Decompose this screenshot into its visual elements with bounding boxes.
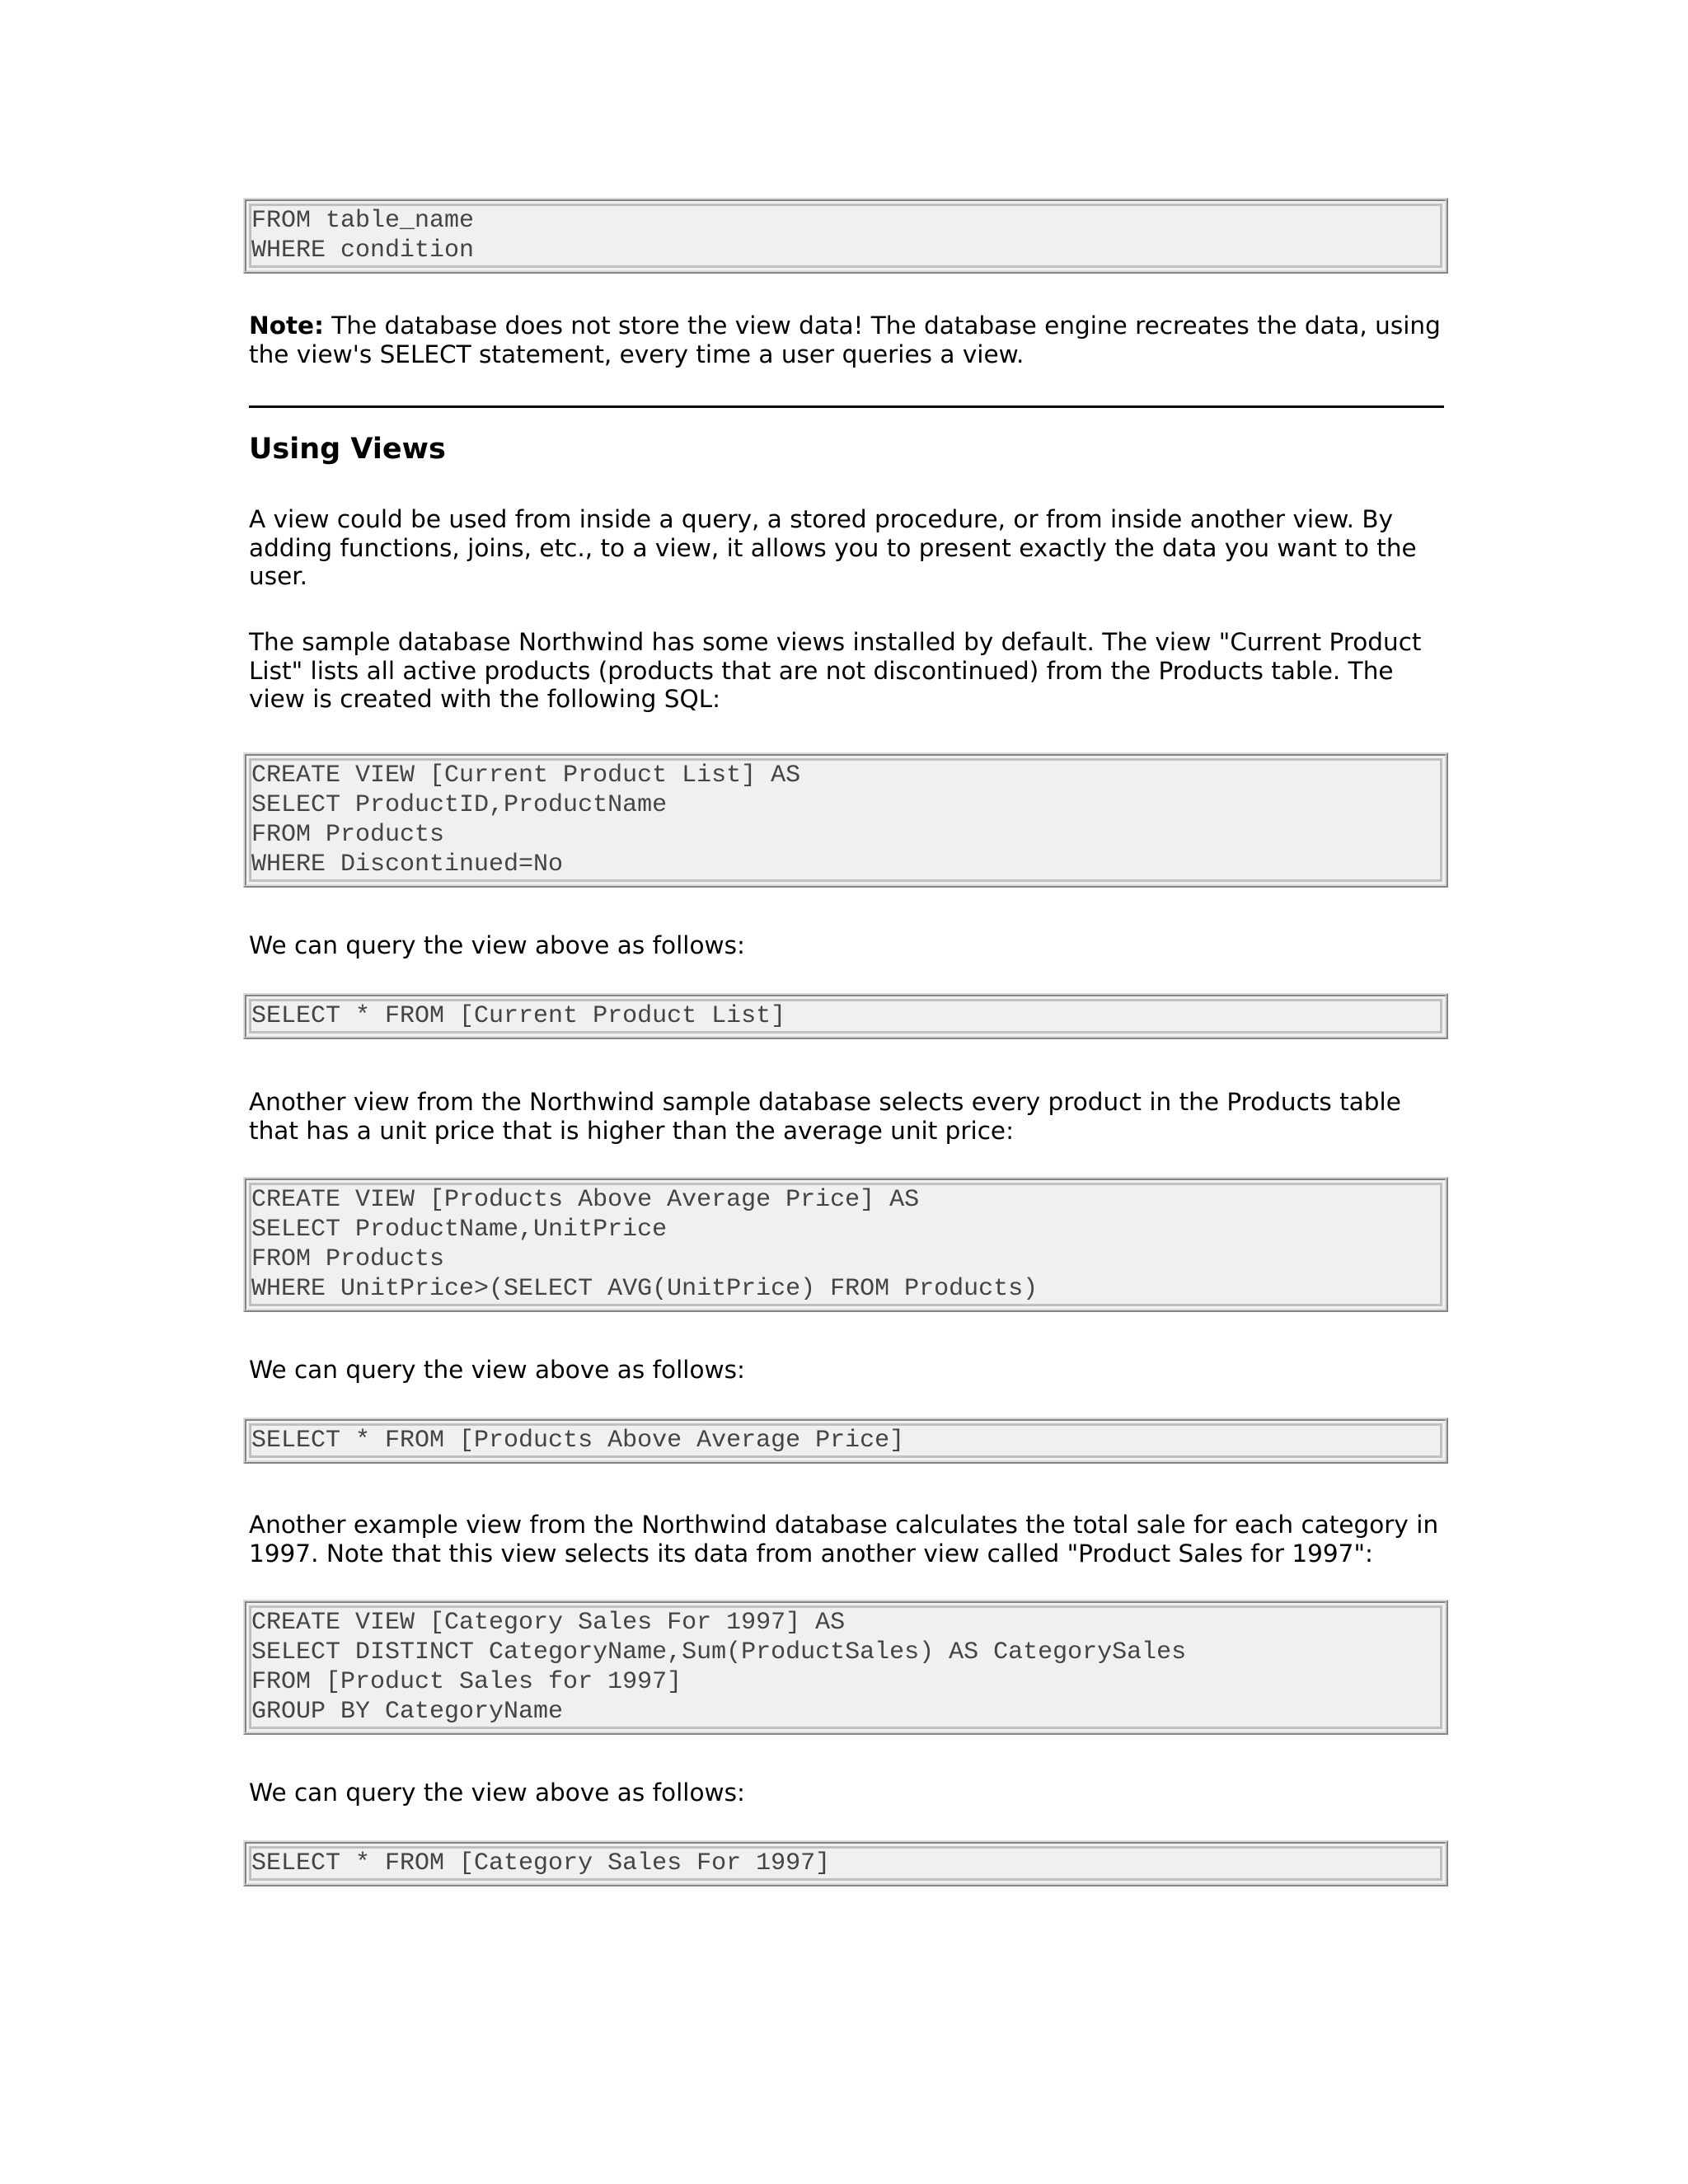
code-block-query-category-sales <box>243 1840 1448 1886</box>
northwind-paragraph: The sample database Northwind has some views installed by default. The view "Current Product List" lists all active products (products that are not discontinued) from the Products table. The view is created with the following SQL: <box>249 628 1422 713</box>
code-line: SELECT ProductName,UnitPrice <box>251 1216 668 1244</box>
code-line: SELECT DISTINCT CategoryName,Sum(ProductSales) AS CategorySales <box>251 1638 1187 1666</box>
code-line: GROUP BY CategoryName <box>251 1698 564 1726</box>
code-block-create-category-sales <box>243 1600 1448 1735</box>
code-block-create-products-above-average <box>243 1177 1448 1312</box>
code-line: SELECT ProductID,ProductName <box>251 791 668 819</box>
above-average-paragraph: Another view from the Northwind sample database selects every product in the Products table that has a unit price that is higher than the average unit price: <box>249 1088 1401 1145</box>
code-line: SELECT * FROM [Products Above Average Price] <box>251 1427 905 1455</box>
intro-paragraph: A view could be used from inside a query, a stored procedure, or from inside another view. By adding functions, joins, etc., to a view, it allows you to present exactly the data you want to the user. <box>249 505 1417 590</box>
code-block-syntax-tail <box>243 198 1448 274</box>
code-block-query-current-product-list <box>243 993 1448 1039</box>
code-line: FROM [Product Sales for 1997] <box>251 1668 682 1696</box>
code-line: FROM table_name <box>251 207 475 235</box>
code-line: FROM Products <box>251 821 445 849</box>
category-sales-paragraph: Another example view from the Northwind database calculates the total sale for each category in 1997. Note that this view selects its data from another view called "Product Sales for 1997": <box>249 1511 1439 1568</box>
code-line: WHERE UnitPrice>(SELECT AVG(UnitPrice) FROM Products) <box>251 1275 1039 1303</box>
code-line: CREATE VIEW [Category Sales For 1997] AS <box>251 1609 846 1637</box>
section-heading: Using Views <box>249 433 446 466</box>
code-line: CREATE VIEW [Products Above Average Price] AS <box>251 1186 920 1214</box>
code-line: FROM Products <box>251 1245 445 1273</box>
note-text: The database does not store the view data! The database engine recreates the data, using the view's SELECT statement, every time a user queries a view. <box>249 312 1441 368</box>
query-as-follows-paragraph: We can query the view above as follows: <box>249 931 745 959</box>
query-as-follows-paragraph: We can query the view above as follows: <box>249 1356 745 1384</box>
query-as-follows-paragraph: We can query the view above as follows: <box>249 1779 745 1807</box>
code-block-create-current-product-list <box>243 752 1448 888</box>
code-line: CREATE VIEW [Current Product List] AS <box>251 762 801 790</box>
code-line: WHERE Discontinued=No <box>251 851 564 879</box>
horizontal-rule <box>249 405 1444 408</box>
code-block-query-products-above-average <box>243 1418 1448 1464</box>
code-line: WHERE condition <box>251 237 475 265</box>
note-label: Note: <box>249 312 324 340</box>
note-paragraph <box>249 312 1444 368</box>
code-line: SELECT * FROM [Current Product List] <box>251 1002 786 1030</box>
code-line: SELECT * FROM [Category Sales For 1997] <box>251 1849 831 1877</box>
